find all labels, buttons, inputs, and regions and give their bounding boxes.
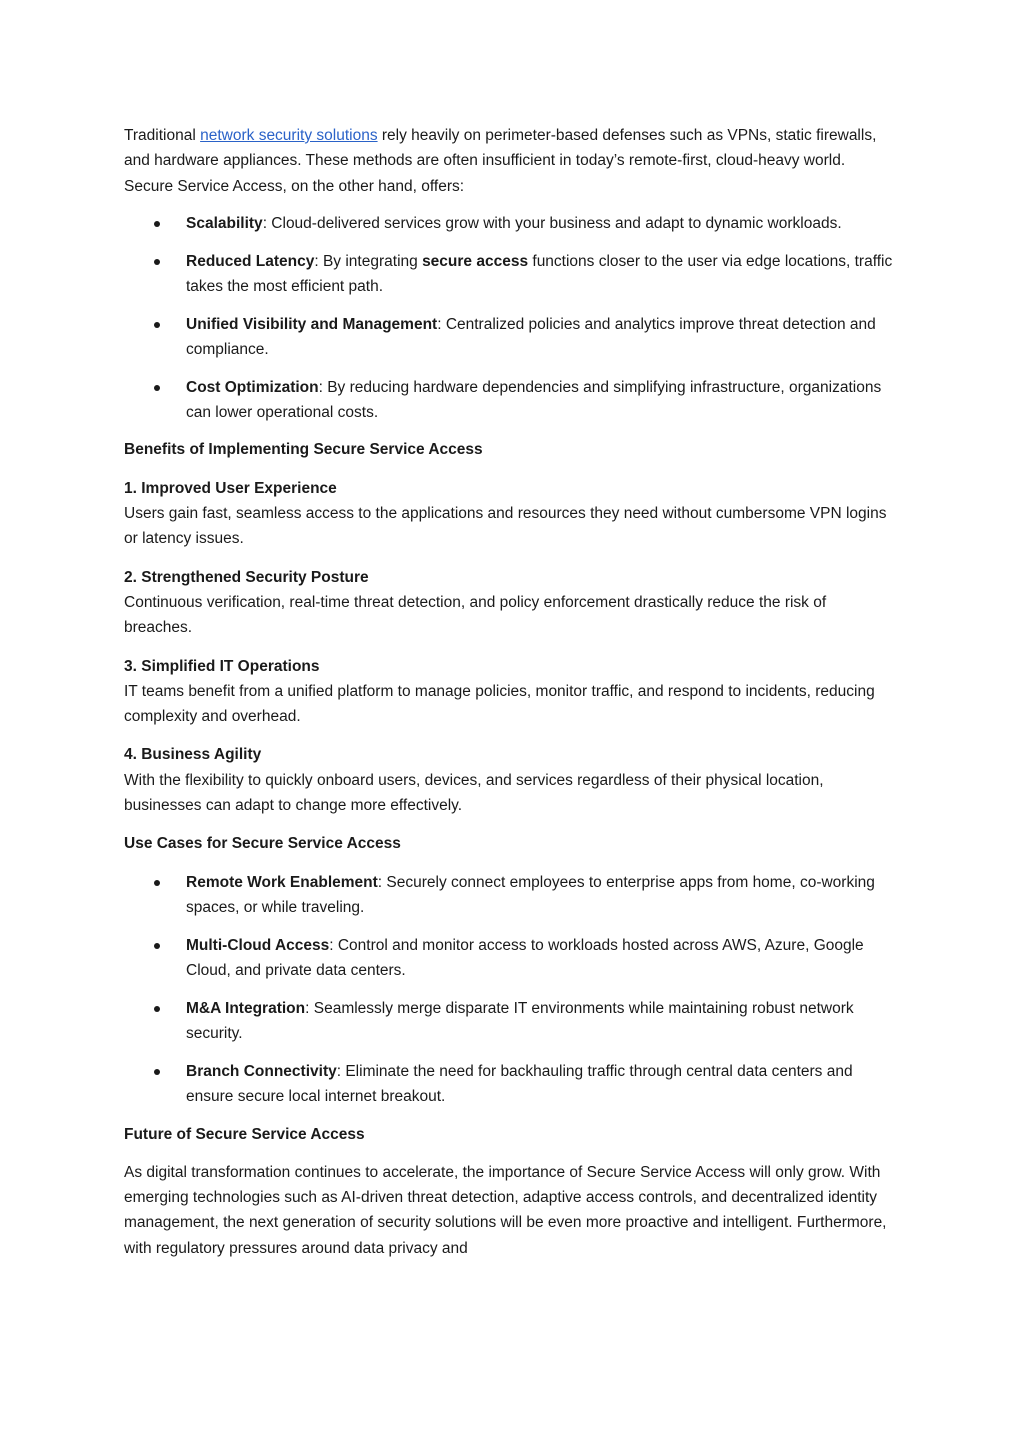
list-item bbox=[124, 249, 894, 300]
use-case-term: Branch Connectivity bbox=[186, 1062, 337, 1080]
use-case-term: Multi-Cloud Access bbox=[186, 936, 330, 954]
bullet-icon bbox=[154, 1006, 160, 1012]
bullet-icon bbox=[154, 943, 160, 949]
list-item bbox=[124, 312, 894, 363]
use-cases-heading: Use Cases for Secure Service Access bbox=[124, 835, 401, 853]
bullet-icon bbox=[154, 221, 160, 227]
use-case-text: : Eliminate the need for backhauling traffic through central data centers and ensure secure local internet breakout. bbox=[186, 1062, 853, 1106]
advantage-text-pre: : By integrating bbox=[314, 252, 423, 270]
network-security-solutions-link[interactable]: network security solutions bbox=[200, 127, 378, 144]
list-item bbox=[124, 870, 894, 921]
future-paragraph: As digital transformation continues to accelerate, the importance of Secure Service Access will only grow. With emerging technologies such as AI-driven threat detection, adaptive access controls, and decentralized identity management, the next generation of security solutions will be even more proactive and intelligent. Furthermore, with regulatory pressures around data privacy and bbox=[124, 1163, 887, 1257]
benefit-item bbox=[124, 654, 894, 730]
benefit-body: IT teams benefit from a unified platform to manage policies, monitor traffic, and respond to incidents, reducing complexity and overhead. bbox=[124, 682, 875, 726]
advantage-text-post: functions closer to the user via edge locations, traffic takes the most efficient path. bbox=[186, 252, 893, 295]
benefit-item bbox=[124, 565, 894, 641]
bullet-icon bbox=[154, 385, 160, 391]
advantage-text: : Cloud-delivered services grow with your business and adapt to dynamic workloads. bbox=[262, 214, 842, 232]
benefit-body: Users gain fast, seamless access to the applications and resources they need without cumbersome VPN logins or latency issues. bbox=[124, 505, 887, 548]
advantage-term: Reduced Latency bbox=[186, 252, 315, 270]
benefit-item bbox=[124, 476, 894, 552]
bullet-icon bbox=[154, 322, 160, 328]
advantage-term: Cost Optimization bbox=[186, 378, 319, 396]
use-case-text: : Control and monitor access to workloads hosted across AWS, Azure, Google Cloud, and private data centers. bbox=[186, 936, 864, 980]
bullet-icon bbox=[154, 1069, 160, 1075]
bullet-icon bbox=[154, 880, 160, 886]
list-item bbox=[124, 375, 894, 426]
benefit-title: 3. Simplified IT Operations bbox=[124, 657, 320, 675]
benefit-body: Continuous verification, real-time threat detection, and policy enforcement drastically reduce the risk of breaches. bbox=[124, 593, 827, 637]
intro-text-pre: Traditional bbox=[124, 127, 201, 144]
list-item bbox=[124, 933, 894, 984]
use-cases-list bbox=[124, 870, 894, 1110]
bullet-icon bbox=[154, 259, 160, 265]
benefits-heading: Benefits of Implementing Secure Service Access bbox=[124, 441, 483, 459]
use-case-text: : Seamlessly merge disparate IT environments while maintaining robust network security. bbox=[186, 999, 854, 1043]
advantage-term: Unified Visibility and Management bbox=[186, 315, 438, 333]
advantage-inline-bold: secure access bbox=[422, 252, 529, 270]
benefit-title: 1. Improved User Experience bbox=[124, 479, 337, 497]
benefit-title: 4. Business Agility bbox=[124, 746, 262, 764]
intro-text-post: rely heavily on perimeter-based defenses such as VPNs, static firewalls, and hardware appliances. These methods are often insufficient in today’s remote-first, cloud-heavy world. Secure Service Access, on the other hand, offers: bbox=[124, 127, 877, 195]
use-case-term: M&A Integration bbox=[186, 999, 306, 1017]
advantages-list bbox=[124, 211, 894, 426]
use-case-text: : Securely connect employees to enterprise apps from home, co-working spaces, or while traveling. bbox=[186, 873, 875, 916]
list-item bbox=[124, 211, 894, 236]
list-item bbox=[124, 1059, 894, 1110]
list-item bbox=[124, 996, 894, 1047]
advantage-text: : By reducing hardware dependencies and simplifying infrastructure, organizations can lower operational costs. bbox=[186, 378, 882, 422]
benefit-item bbox=[124, 742, 894, 818]
intro-paragraph bbox=[124, 123, 894, 199]
use-case-term: Remote Work Enablement bbox=[186, 873, 378, 891]
benefit-title: 2. Strengthened Security Posture bbox=[124, 568, 369, 586]
advantage-text: : Centralized policies and analytics improve threat detection and compliance. bbox=[186, 315, 876, 359]
advantage-term: Scalability bbox=[186, 214, 263, 232]
benefit-body: With the flexibility to quickly onboard users, devices, and services regardless of their physical location, businesses can adapt to change more effectively. bbox=[124, 771, 824, 815]
document-page bbox=[124, 123, 894, 1261]
future-heading: Future of Secure Service Access bbox=[124, 1125, 365, 1143]
